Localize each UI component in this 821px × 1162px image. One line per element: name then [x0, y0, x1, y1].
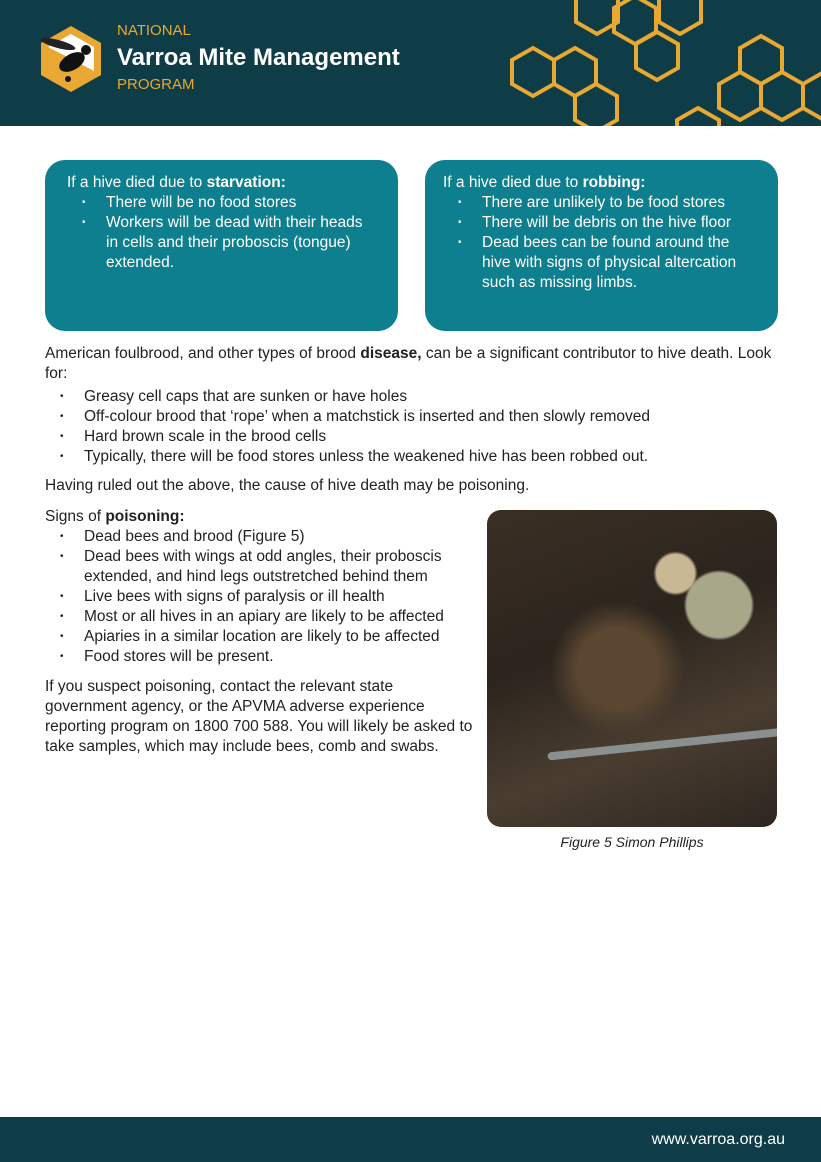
- list-item: • There will be debris on the hive floor: [443, 213, 756, 233]
- honeycomb-decoration-icon: [500, 0, 821, 126]
- poisoning-heading: poisoning:: [105, 508, 185, 525]
- brand-line-national: NATIONAL: [117, 22, 191, 39]
- starvation-heading: starvation:: [206, 174, 286, 191]
- list-item: • Workers will be dead with their heads in cells and their proboscis (tongue) extended.: [67, 213, 376, 273]
- footer-url-link[interactable]: www.varroa.org.au: [651, 1131, 785, 1148]
- list-item: • There will be no food stores: [67, 193, 376, 213]
- list-item: • Dead bees with wings at odd angles, their proboscis extended, and hind legs outstretched behind them: [45, 547, 475, 587]
- list-item: • Greasy cell caps that are sunken or have holes: [45, 387, 780, 407]
- list-item: • Hard brown scale in the brood cells: [45, 427, 780, 447]
- dead-bees-photo: [487, 510, 777, 827]
- contact-paragraph: If you suspect poisoning, contact the relevant state government agency, or the APVMA adverse experience reporting program on 1800 700 588. You will likely be asked to take samples, which may include bees, comb and swabs.: [45, 678, 473, 755]
- figure-caption: Figure 5 Simon Phillips: [560, 834, 704, 850]
- list-item: • Typically, there will be food stores unless the weakened hive has been robbed out.: [45, 447, 780, 467]
- list-item: • Live bees with signs of paralysis or ill health: [45, 587, 475, 607]
- disease-paragraph: [45, 344, 780, 384]
- list-item: • Most or all hives in an apiary are likely to be affected: [45, 607, 475, 627]
- robbing-heading: robbing:: [582, 174, 646, 191]
- list-item: • Apiaries in a similar location are likely to be affected: [45, 627, 475, 647]
- photo-detail: [547, 727, 777, 760]
- starvation-intro: If a hive died due to: [67, 174, 207, 191]
- list-item: • Off-colour brood that ‘rope’ when a matchstick is inserted and then slowly removed: [45, 407, 780, 427]
- list-item: • Dead bees can be found around the hive with signs of physical altercation such as missing limbs.: [443, 233, 756, 293]
- header-banner: [0, 0, 821, 126]
- text: can be a significant contributor to hive death. Look for:: [45, 345, 772, 382]
- list-item: • There are unlikely to be food stores: [443, 193, 756, 213]
- disease-bold: disease,: [360, 345, 422, 362]
- list-item: • Dead bees and brood (Figure 5): [45, 527, 475, 547]
- brand-title: Varroa Mite Management: [117, 44, 400, 71]
- robbing-callout: [425, 160, 778, 331]
- footer: [0, 1117, 821, 1162]
- text: American foulbrood, and other types of brood: [45, 345, 361, 362]
- bee-logo-icon: [38, 24, 104, 94]
- list-item: • Food stores will be present.: [45, 647, 475, 667]
- ruled-out-paragraph: Having ruled out the above, the cause of hive death may be poisoning.: [45, 477, 530, 494]
- text: Signs of: [45, 508, 106, 525]
- brand-line-program: PROGRAM: [117, 76, 195, 93]
- starvation-callout: [45, 160, 398, 331]
- robbing-intro: If a hive died due to: [443, 174, 583, 191]
